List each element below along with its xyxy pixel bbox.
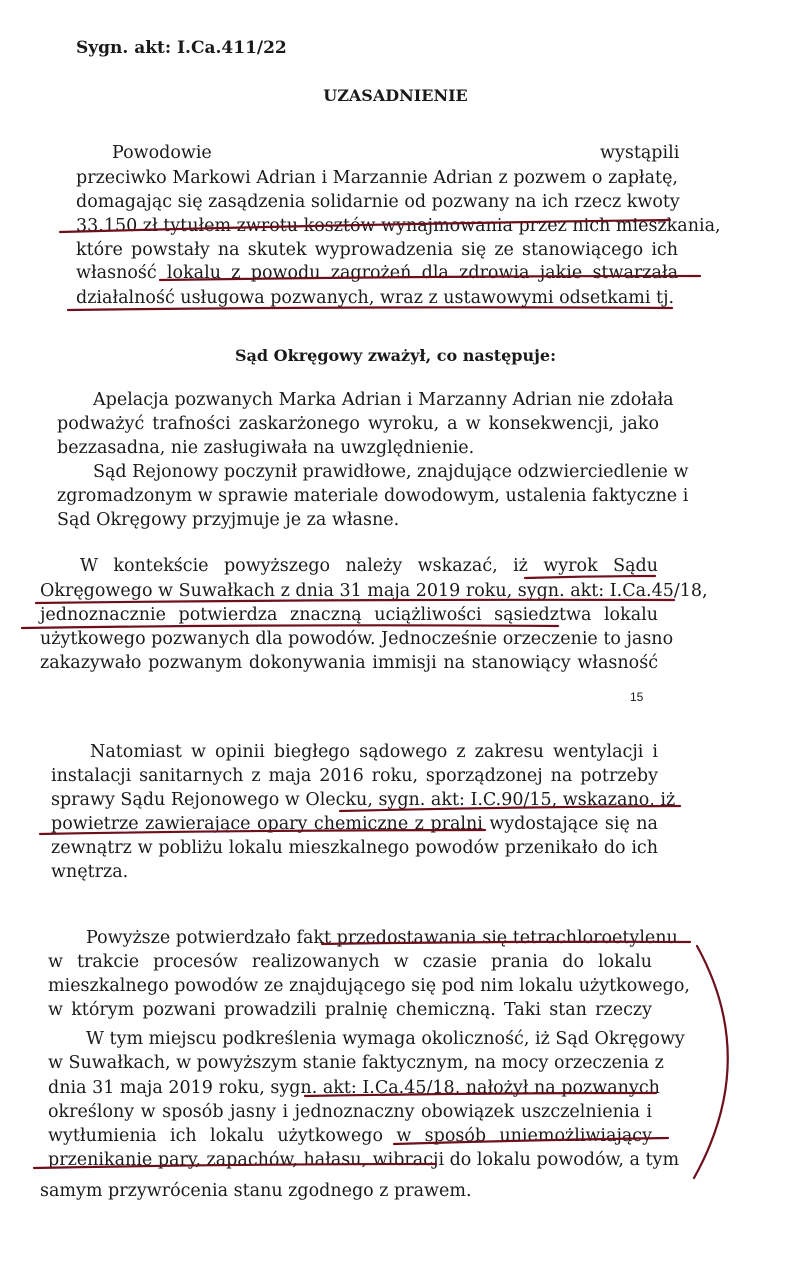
text-line: wnętrza. <box>51 862 129 882</box>
text-line: działalność usługowa pozwanych, wraz z ustawowymi odsetkami tj. <box>76 288 675 308</box>
bracket-mark <box>694 946 728 1178</box>
text-line: Apelacja pozwanych Marka Adrian i Marzanny Adrian nie zdołała <box>93 390 674 410</box>
text-line: powietrze zawierające opary chemiczne z pralni wydostające się na <box>51 814 658 834</box>
text-line: domagając się zasądzenia solidarnie od pozwany na ich rzecz kwoty <box>76 192 680 212</box>
text-line: mieszkalnego powodów ze znajdującego się pod nim lokalu użytkowego, <box>48 976 690 996</box>
text-line: podważyć trafności zaskarżonego wyroku, a w konsekwencji, jako <box>57 414 659 434</box>
underline-mark <box>22 625 558 628</box>
text-line: w którym pozwani prowadzili pralnię chemiczną. Taki stan rzeczy <box>48 1000 652 1020</box>
text-line: bezzasadna, nie zasługiwała na uwzględnienie. <box>57 438 475 458</box>
text-line: w Suwałkach, w powyższym stanie faktycznym, na mocy orzeczenia z <box>48 1053 664 1073</box>
text-line: W kontekście powyższego należy wskazać, iż wyrok Sądu <box>80 556 658 576</box>
text-line: użytkowego pozwanych dla powodów. Jednocześnie orzeczenie to jasno <box>40 629 674 649</box>
text-line: wytłumienia ich lokalu użytkowego w sposób uniemożliwiający <box>48 1126 652 1146</box>
text-line: wystąpili <box>600 143 680 163</box>
text-line: określony w sposób jasny i jednoznaczny obowiązek uszczelnienia i <box>48 1102 652 1122</box>
text-line: Natomiast w opinii biegłego sądowego z zakresu wentylacji i <box>90 742 658 762</box>
text-line: W tym miejscu podkreślenia wymaga okoliczność, iż Sąd Okręgowy <box>86 1029 685 1049</box>
underline-mark <box>525 576 655 578</box>
section-heading: Sąd Okręgowy zważył, co następuje: <box>235 346 556 365</box>
case-signature: Sygn. akt: I.Ca.411/22 <box>76 38 287 58</box>
text-line: 33.150 zł tytułem zwrotu kosztów wynajmowania przez nich mieszkania, <box>76 216 721 236</box>
text-line: które powstały na skutek wyprowadzenia się ze stanowiącego ich <box>76 240 678 260</box>
text-line: przenikanie pary, zapachów, hałasu, wibracji do lokalu powodów, a tym <box>48 1150 680 1170</box>
text-line: Sąd Okręgowy przyjmuje je za własne. <box>57 510 400 530</box>
text-line: Powyższe potwierdzało fakt przedostawania się tetrachloroetylenu <box>86 928 678 948</box>
text-line: w trakcie procesów realizowanych w czasie prania do lokalu <box>48 952 652 972</box>
text-line: instalacji sanitarnych z maja 2016 roku, sporządzonej na potrzeby <box>51 766 658 786</box>
text-line: Sąd Rejonowy poczynił prawidłowe, znajdujące odzwierciedlenie w <box>93 462 689 482</box>
text-line: zgromadzonym w sprawie materiale dowodowym, ustalenia faktyczne i <box>57 486 689 506</box>
text-line: zakazywało pozwanym dokonywania immisji na stanowiący własność <box>40 653 658 673</box>
text-line: samym przywrócenia stanu zgodnego z prawem. <box>40 1181 472 1201</box>
text-line: zewnątrz w pobliżu lokalu mieszkalnego powodów przenikało do ich <box>51 838 658 858</box>
text-line: przeciwko Markowi Adrian i Marzannie Adrian z pozwem o zapłatę, <box>76 168 678 188</box>
page-number: 15 <box>630 690 644 704</box>
document-title: UZASADNIENIE <box>323 86 468 105</box>
text-line: Powodowie <box>112 143 212 163</box>
text-line: własność lokalu z powodu zagrożeń dla zdrowia jakie stwarzała <box>76 263 678 283</box>
text-line: dnia 31 maja 2019 roku, sygn. akt: I.Ca.45/18, nałożył na pozwanych <box>48 1078 660 1098</box>
text-line: Okręgowego w Suwałkach z dnia 31 maja 2019 roku, sygn. akt: I.Ca.45/18, <box>40 581 708 601</box>
text-line: jednoznacznie potwierdza znaczną uciążliwości sąsiedztwa lokalu <box>40 605 658 625</box>
text-line: sprawy Sądu Rejonowego w Olecku, sygn. akt: I.C.90/15, wskazano, iż <box>51 790 676 810</box>
